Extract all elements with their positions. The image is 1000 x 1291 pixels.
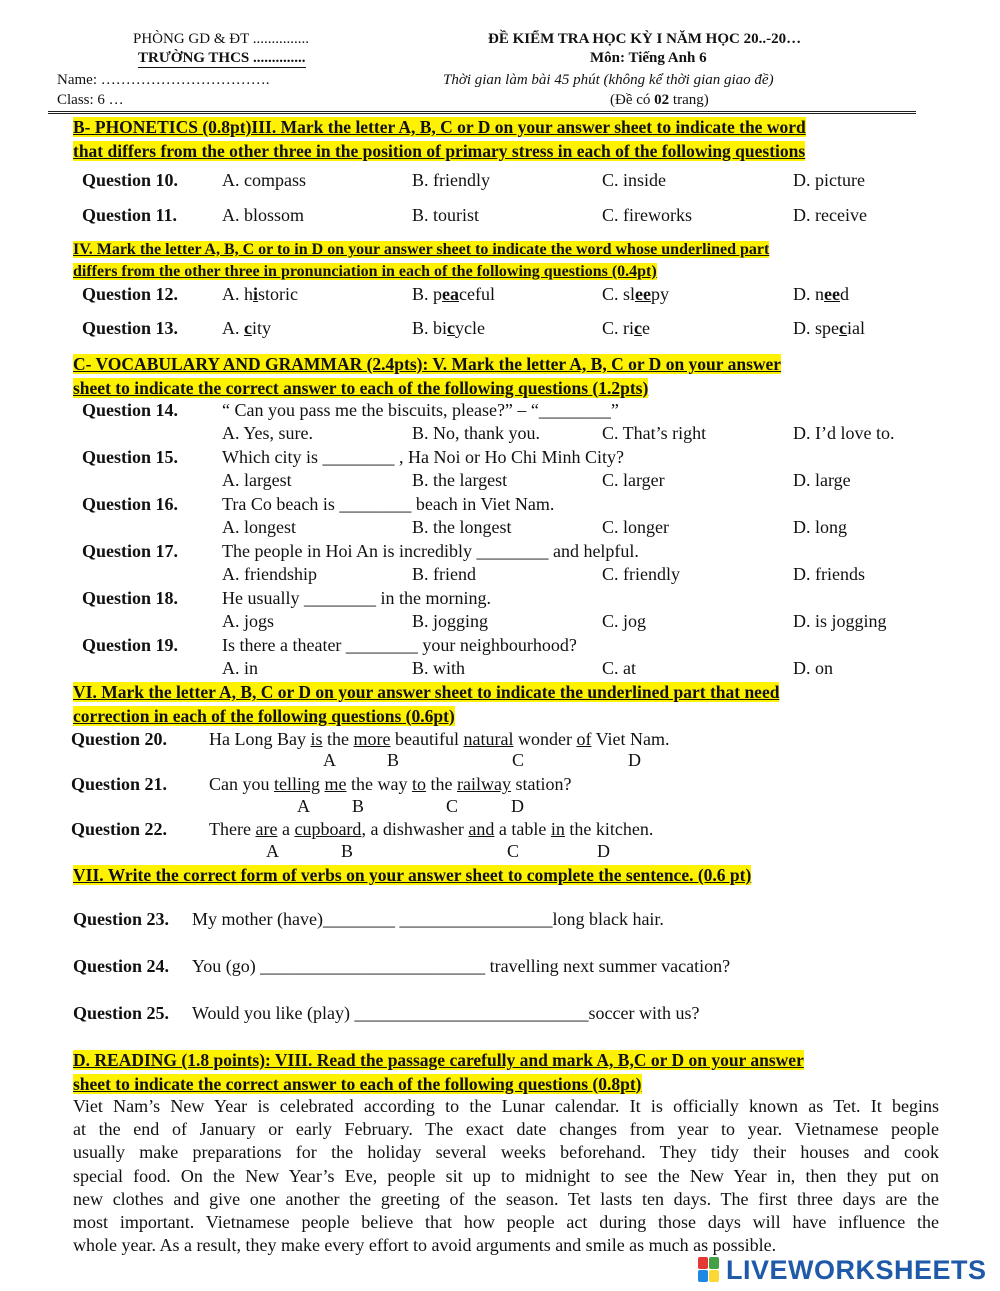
option-a[interactable]: A. historic — [222, 284, 299, 304]
question-label: Question 14. — [82, 400, 179, 420]
option-a[interactable]: A. largest — [222, 470, 292, 490]
option-a[interactable]: A. city — [222, 318, 272, 338]
option-b[interactable]: B. tourist — [412, 205, 480, 225]
question-label: Question 15. — [82, 447, 179, 467]
section-reading-heading: D. READING (1.8 points): VIII. Read the passage carefully and mark A, B,C or D on your answer sheet to indicate the correct answer to each of the following questions (0.8pt) — [73, 1050, 804, 1094]
option-letter-a[interactable]: A — [323, 750, 336, 770]
option-d[interactable]: D. I’d love to. — [793, 423, 895, 443]
option-a[interactable]: A. in — [222, 658, 258, 678]
option-letter-b[interactable]: B — [387, 750, 400, 770]
option-letter-c[interactable]: C — [512, 750, 525, 770]
option-c[interactable]: C. rice — [602, 318, 651, 338]
liveworksheets-logo — [698, 1254, 987, 1286]
option-letter-a[interactable]: A — [266, 841, 279, 861]
question-label: Question 10. — [82, 170, 179, 190]
question-label: Question 25. — [73, 1003, 170, 1023]
option-letter-c[interactable]: C — [446, 796, 459, 816]
question-label: Question 17. — [82, 541, 179, 561]
department-line: PHÒNG GD & ĐT ............... — [133, 31, 309, 47]
option-c[interactable]: C. fireworks — [602, 205, 692, 225]
liveworksheets-wordmark: LIVEWORKSHEETS — [726, 1254, 987, 1285]
question-stem: Which city is ________ , Ha Noi or Ho Chi Minh City? — [222, 447, 624, 467]
header-divider — [48, 113, 916, 114]
option-c[interactable]: C. longer — [602, 517, 669, 537]
option-letter-b[interactable]: B — [341, 841, 354, 861]
option-a[interactable]: A. compass — [222, 170, 306, 190]
question-sentence: Ha Long Bay is the more beautiful natural wonder of Viet Nam. — [209, 729, 670, 749]
student-name-line: Name: ……………………………. — [57, 72, 270, 88]
time-line: Thời gian làm bài 45 phút (không kể thời gian giao đề) — [443, 72, 774, 88]
option-d[interactable]: D. need — [793, 284, 849, 304]
option-c[interactable]: C. inside — [602, 170, 667, 190]
page-count-line: (Đề có 02 trang) — [610, 92, 709, 108]
option-c[interactable]: C. at — [602, 658, 636, 678]
school-line: TRƯỜNG THCS .............. — [138, 50, 306, 66]
option-letter-d[interactable]: D — [597, 841, 610, 861]
option-a[interactable]: A. Yes, sure. — [222, 423, 314, 443]
verb-answer-line[interactable]: My mother (have)________ _________________long black hair. — [192, 909, 664, 929]
option-d[interactable]: D. long — [793, 517, 847, 537]
option-letter-b[interactable]: B — [352, 796, 365, 816]
question-stem: Tra Co beach is ________ beach in Viet Nam. — [222, 494, 555, 514]
question-label: Question 22. — [71, 819, 168, 839]
option-d[interactable]: D. special — [793, 318, 865, 338]
question-label: Question 21. — [71, 774, 168, 794]
option-letter-d[interactable]: D — [511, 796, 524, 816]
option-letter-c[interactable]: C — [507, 841, 520, 861]
question-label: Question 11. — [82, 205, 178, 225]
section-phonetics-heading: B- PHONETICS (0.8pt)III. Mark the letter A, B, C or D on your answer sheet to indicate the word that differs from the other three in the position of primary stress in each of the following questions — [73, 117, 806, 161]
question-label: Question 19. — [82, 635, 179, 655]
section-vii-heading: VII. Write the correct form of verbs on your answer sheet to complete the sentence. (0.6 pt) — [73, 865, 752, 885]
option-b[interactable]: B. peaceful — [412, 284, 495, 304]
section-vocabulary-heading: C- VOCABULARY AND GRAMMAR (2.4pts): V. Mark the letter A, B, C or D on your answer sheet to indicate the correct answer to each of the following questions (1.2pts) — [73, 354, 782, 398]
option-letter-a[interactable]: A — [297, 796, 310, 816]
reading-passage: Viet Nam’s New Year is celebrated according to the Lunar calendar. It is officially known as Tet. It begins at the end of January or early February. The exact date changes from year to year. Vietnamese people usually make preparations for the holiday several weeks beforehand. They tidy their houses and cook special food. On the New Year’s Eve, people sit up to midnight to see the New Year in, then they put on new clothes and give one another the greeting of the season. Tet lasts ten days. The first three days are the most important. Vietnamese people believe that how people act during those days will have influence the whole year. As a result, they make every effort to avoid arguments and smile as much as possible. — [73, 1096, 939, 1256]
verb-answer-line[interactable]: Would you like (play) __________________________soccer with us? — [192, 1003, 700, 1023]
option-a[interactable]: A. jogs — [222, 611, 275, 631]
question-label: Question 16. — [82, 494, 179, 514]
option-d[interactable]: D. receive — [793, 205, 867, 225]
option-b[interactable]: B. jogging — [412, 611, 489, 631]
option-b[interactable]: B. No, thank you. — [412, 423, 540, 443]
question-sentence: Can you telling me the way to the railway station? — [209, 774, 572, 794]
question-label: Question 20. — [71, 729, 168, 749]
option-a[interactable]: A. blossom — [222, 205, 305, 225]
option-b[interactable]: B. with — [412, 658, 466, 678]
option-b[interactable]: B. friendly — [412, 170, 490, 190]
question-stem: The people in Hoi An is incredibly ________ and helpful. — [222, 541, 639, 561]
option-a[interactable]: A. friendship — [222, 564, 317, 584]
question-label: Question 24. — [73, 956, 170, 976]
option-d[interactable]: D. is jogging — [793, 611, 887, 631]
header-divider — [48, 111, 916, 112]
verb-answer-line[interactable]: You (go) _________________________ travelling next summer vacation? — [192, 956, 731, 976]
option-b[interactable]: B. friend — [412, 564, 476, 584]
option-d[interactable]: D. on — [793, 658, 833, 678]
question-stem: He usually ________ in the morning. — [222, 588, 491, 608]
option-b[interactable]: B. the largest — [412, 470, 508, 490]
question-label: Question 18. — [82, 588, 179, 608]
option-a[interactable]: A. longest — [222, 517, 296, 537]
option-d[interactable]: D. friends — [793, 564, 865, 584]
option-d[interactable]: D. large — [793, 470, 851, 490]
subject-line: Môn: Tiếng Anh 6 — [590, 50, 707, 66]
question-stem: Is there a theater ________ your neighbourhood? — [222, 635, 577, 655]
option-b[interactable]: B. the longest — [412, 517, 512, 537]
class-line: Class: 6 … — [57, 92, 124, 108]
section-iv-heading: IV. Mark the letter A, B, C or to in D on your answer sheet to indicate the word whose underlined part differs from the other three in pronunciation in each of the following questions (0.4pt) — [73, 241, 770, 280]
option-d[interactable]: D. picture — [793, 170, 865, 190]
option-c[interactable]: C. friendly — [602, 564, 680, 584]
option-letter-d[interactable]: D — [628, 750, 641, 770]
exam-title: ĐỀ KIỂM TRA HỌC KỲ I NĂM HỌC 20..-20… — [488, 31, 802, 47]
section-vi-heading: VI. Mark the letter A, B, C or D on your answer sheet to indicate the underlined part that need correction in each of the following questions (0.6pt) — [73, 682, 780, 726]
liveworksheets-icon — [698, 1257, 720, 1283]
question-stem: “ Can you pass me the biscuits, please?” – “________” — [222, 400, 619, 420]
option-c[interactable]: C. larger — [602, 470, 665, 490]
question-label: Question 13. — [82, 318, 179, 338]
option-c[interactable]: C. sleepy — [602, 284, 669, 304]
option-c[interactable]: C. jog — [602, 611, 647, 631]
question-sentence: There are a cupboard, a dishwasher and a table in the kitchen. — [209, 819, 654, 839]
option-b[interactable]: B. bicycle — [412, 318, 485, 338]
question-label: Question 12. — [82, 284, 179, 304]
option-c[interactable]: C. That’s right — [602, 423, 707, 443]
question-label: Question 23. — [73, 909, 170, 929]
